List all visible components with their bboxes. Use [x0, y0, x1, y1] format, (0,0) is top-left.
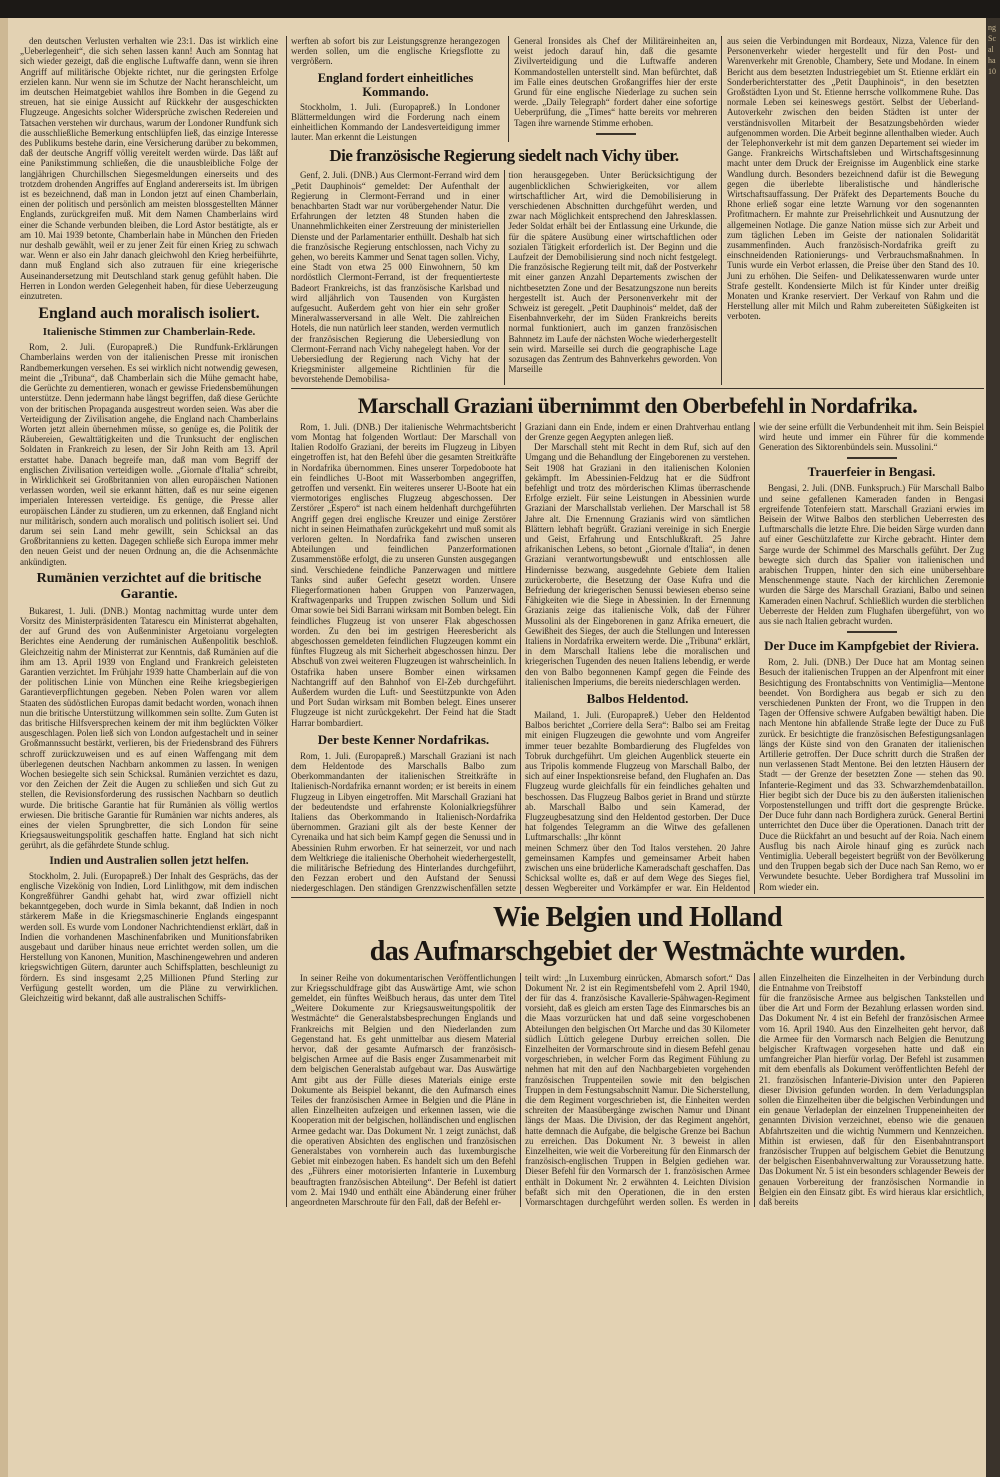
article-text: meinen Schmerz über den Tod Italos verstehen. 20 Jahre gemeinsamen Kampfes und gemeinsamer Arbeit haben zwischen uns eine brüderliche Kameradschaft geschaffen. Das Schicksal wollte es, daß er auf dem Wege des Sieges fiel, dessen Wegbereiter und Vorkämpfer er war. Ein Heldentod wie der seine erfüllt die Verbundenheit mit ihm. Sein Beispiel wird heute und immer ein Führer für die kommende Generation des Siktorenbündels sein. Mussolini.“ — [525, 421, 984, 894]
vichy-article-cont — [721, 36, 979, 385]
article-text: In seiner Reihe von dokumentarischen Veröffentlichungen zur Kriegsschuldfrage gibt das Auswärtige Amt, wie schon gemeldet, ein fünftes Weißbuch heraus, das unter dem Titel „Weitere Dokumente zur Kriegsausweitungspolitik der Westmächte“ die Generalstabsbesprechungen Englands und Frankreichs mit Belgien und den Niederlanden zum Gegenstand hat. Es geht unmittelbar aus diesem Material hervor, daß der gesamte Aufmarsch der französisch-belgischen Armee auf die Basis enger Zusammenarbeit mit dem belgischen Generalstab aufgebaut war. Das Auswärtige Amt gibt aus der Fülle dieses Materials einige erste Dokumente als Beispiel bekannt, die den Aufmarsch eines Teiles der französischen Armee in Belgien und die Pläne in allen Einzelheiten aufzeigen und erkennen lassen, wie die Kooperation mit der belgischen, holländischen und englischen Armee gedacht war. Das Dokument Nr. 1 zeigt zunächst, daß die operativen Absichten des englischen und französischen Generalstabes von vornherein auch das luxemburgische Gebiet mit einbezogen haben. Es handelt sich um den Befehl des „Führers einer motorisierten Infanterie in Luxemburg beauftragten französischen Abteilung“. Der Befehl ist datiert vom 2. Mai 1940 und enthält eine Abänderung einer früher angeordneten Marschroute für den Fall, daß der Befehl er- — [291, 972, 516, 1208]
article-text: Genf, 2. Juli. (DNB.) Aus Clermont-Ferrand wird dem „Petit Dauphinois“ gemeldet: Der Aufenthalt der Regierung in Clermont-Ferrand und in einer benachbarten Stadt war nur vorübergehender Natur. Die Erfahrungen der letzten 48 Stunden haben die Unannehmlichkeiten einer Zerstreuung der ministeriellen Dienste und der Parlamentarier enthüllt. Deshalb hat sich die französische Regierung entschlossen, nach Vichy zu gehen, wo bereits Kammer und Senat tagen sollen. Vichy, eine Stadt von etwa 25 000 Einwohnern, 50 km nordöstlich Clermont-Ferrand, ist der frequentierteste Badeort Frankreichs, ist das französische Karlsbad und wird alljährlich von Tausenden von Kurgästen aufgesucht. Außerdem geht von hier ein sehr großer Mineralwasserversand in alle Welt. Die zahlreichen Hotels, die nun natürlich leer standen, werden vermutlich der französischen Regierung die Uebersiedlung von Clermont-Ferrand nach Vichy nahegelegt haben. Vor der Uebersiedlung der Regierung nach Vichy hat der Kriegsminister allgemeine Richtlinien für die bevorstehende Demobilisa- — [291, 170, 500, 385]
kommando-column-2 — [508, 36, 717, 142]
article-text: Der Marschall steht mit Recht in dem Ruf, sich auf den Umgang und die Behandlung der Eingeborenen zu verstehen. Seit 1908 hat Graziani in den italienischen Kolonien gekämpft. Im Abessinien-Feldzug hat er die Südfront befehligt und trotz des mörderischen Klimas überraschende Erfolge erzielt. Für seine Leistungen in Abessinien wurde Graziani der Marschallstab verliehen. Der Marschall ist 58 Jahre alt. Die Ernennung Grazianis wird von sämtlichen Blättern lebhaft begrüßt. Graziani vereinige in sich Energie und Geist, Erfahrung und Entschlußkraft. 25 Jahre afrikanischen Lebens, so betont „Giornale d'Italia“, in denen Graziani verantwortungsbewußt und entschlossen alle Hindernisse bezwang, ausgedehnte Gebiete dem Italien zurückeroberte, die Besetzung der Oase Kufra und die Befriedung der kriegerischen Senussi bewiesen ebenso seine Fähigkeiten wie die Siege in Abessinien. In der Ernennung Grazianis zeige das italienische Volk, daß der Führer Mussolini als der Eingeborenen in ganz Afrika erneuert, die Gewißheit des Sieges, der auch die Stellungen und Interessen Italiens in Nordafrika erweitern werde. Die „Tribuna“ erklärt, in dem Marschall Italiens lebe die moralischen und kriegerischen Tugenden des neuen Italiens lebendig, er werde den von Balbo begonnenen Kampf gegen die Feinde des italienischen Imperiums, die bereits niederschlagen werden. — [525, 442, 750, 687]
headline-indien: Indien und Australien sollen jetzt helfen. — [49, 854, 249, 867]
article-text: Bengasi, 2. Juli. (DNB. Funkspruch.) Für Marschall Balbo und seine gefallenen Kameraden fanden in Bengasi ergreifende Totenfeiern statt. Marschall Graziani erwies im Beisein der Witwe Balbos den sterblichen Ueberresten des Luftmarschalls die letzte Ehre. Die beiden Särge wurden dann auf einer Geschützlafette zur Kirche gebracht. Hinter dem Sarge wurde der Schimmel des Marschalls geführt. Der Zug bewegte sich durch das Spalier von italienischen und arabischen Truppen, hinter den sich eine unübersehbare Menschenmenge staute. Nach der kirchlichen Zeremonie wurden die Särge des Marschall Graziani, Balbo und seinen Kameraden einen Nachruf. Schließlich wurden die sterblichen Ueberreste der Helden zum Flughafen übergeführt, von wo aus sie nach Italien gebracht wurden. — [759, 483, 984, 626]
article-continuation: werften ab sofort bis zur Leistungsgrenze herangezogen werden sollen, um die englische Kriegsflotte zu vergrößern. — [291, 36, 500, 67]
kommando-article — [291, 36, 717, 142]
article-text: Rom, 1. Juli. (Europapreß.) Marschall Graziani ist nach dem Heldentode des Marschalls Balbo zum Oberkommandanten der italienischen Streitkräfte in Italienisch-Nordafrika ernannt worden; er ist bereits in einem Flugzeug in Libyen eingetroffen. Mit Marschall Graziani hat der bedeutendste und erfahrenste Kolonialkriegsführer Italiens das Oberkommando in Italienisch-Nordafrika übernommen. Graziani gilt als der beste Kenner der Cyrenaika und hat sich beim Kampf gegen die Senussi und in Abessinien Ruhm erworben. Er hat seinerzeit, vor und nach dem Weltkriege die italienische Oberhoheit wiederhergestellt, die militärische Befriedung des Hinterlandes durchgeführt, den Fezzan erobert und den Aufstand der Senussi niedergeschlagen. Den ständigen Grenzzwischenfällen setzte Graziani dann ein Ende, indem er einen Drahtverhau entlang der Grenze gegen Aegypten anlegen ließ. — [291, 421, 750, 894]
article-text: Bukarest, 1. Juli. (DNB.) Montag nachmittag wurde unter dem Vorsitz des Ministerpräsidenten Tatarescu ein Ministerrat abgehalten, der auf Grund des von Außenminister Argetoianu vorgelegten Berichtes eine Aenderung der rumänischen Außenpolitik beschloß. Gleichzeitig nahm der Ministerrat zur Kenntnis, daß Rumänien auf die ihm am 13. April 1939 von England und Frankreich geleisteten Garantien verzichtet. Im Frühjahr 1939 hatte Chamberlain auf die von der politischen Linie von München eine Reihe kriegsbegierigen Garantieverpflichtungen gegeben. Neben Polen waren vor allem Staaten des südöstlichen Europas damit bedacht worden, wonach ihnen nun die britische Unterstützung willkommen sein sollte. Zum Guten ist das britische Hilfsversprechen keinem der mit ihm beglückten Völker ausgeschlagen. Polen ließ sich von London aufgestachelt und in seiner Großmannssucht bestärkt, verlieren, bis der Friedensbrand des Führers schroff zurückzuweisen und es auf einen Waffengang mit dem überlegenen deutschen Nachbarn ankommen zu lassen. In wenigen Wochen besiegelte sich sein Schicksal. Rumänien verzichtet es dazu, vor den Zeichen der Zeit die Augen zu schließen und sich Gut zu stellen, die Revisionsforderung des russischen Nachbarn so deutlich wurde. Die britische Garantie hat für Rumänien als völlig wertlos erwiesen. Die britische Garantie für Rumänien war nichts anderes, als eines der vielen Sprungbretter, die sich London für seine Kriegsausweitungspolitik geschaffen hatte. England hat sich nicht gerührt, als die gefährdete Stunde schlug. — [20, 605, 278, 851]
article-text: teilt wird: „In Luxemburg einrücken, Abmarsch sofort.“ Das Dokument Nr. 2 ist ein Regimentsbefehl vom 2. April 1940, der für das 4. französische Kavallerie-Spähwagen-Regiment vorsieht, daß es gleich am ersten Tage des Einmarsches bis an die Maas vorzurücken hat und daß seine vorgeschobenen Abteilungen den belgischen Ort Marche und das 30 Kilometer südlich Lüttich gelegene Durbuy erreichen sollen. Die Einzelheiten der Vormarschroute sind in diesem Befehl genau vorgeschrieben, in welcher Form das Regiment Fühlung zu nehmen hat mit den auf den Nachbargebieten vorgehenden französischen Truppenteilen sowie mit den belgischen Truppen in dem Festungsabschnitt Namur. Die Sicherstellung, die dem Regiment vorgeschrieben ist, die Einheiten werden schreiten der Maasübergänge zwischen Namur und Dinant längs der Maas. Die Division, der das Regiment angehört, hatte demnach die Aufgabe, die belgische Grenze bei Bachun zu erreichen. Das Dokument Nr. 3 beweist in allen Einzelheiten, wie weit die Vorbereitung für den Einmarsch der französisch-englischen Truppen in Belgien gediehen war. Dieser Befehl für den Vormarsch der 1. französischen Armee enthält in Dokument Nr. 2 erwähnten 4. Leichten Division befaßt sich mit den Operationen, die in den ersten Vormarschtagen durchgeführt werden sollen. Es werden in allen Einzelheiten die Einzelheiten in der Verbindung durch die Entnahme von Treibstoff — [525, 972, 984, 1208]
headline-bengasi: Trauerfeier in Bengasi. — [807, 464, 936, 480]
headline-england-isoliert: England auch moralisch isoliert. — [38, 305, 260, 323]
article-text: Rom, 2. Juli. (Europapreß.) Die Rundfunk-Erklärungen Chamberlains werden von der italienischen Presse mit ironischen Randbemerkungen versehen. Es sei wirklich nicht notwendig gewesen, meint die „Tribuna“, daß Chamberlain sich die Mühe gemacht habe, die Gerüchte zu dementieren, wonach er gewisse Friedensbemühungen unterstütze. Denn jedermann habe längst begriffen, daß diese Gerüchte von der britischen Propaganda ausgestreut worden seien. Was aber die Verteidigung der Zivilisation angehe, die England nach Chamberlains Worten jetzt allein übernehmen müsse, so genüge es, die Politik der Räubereien, Gewalttätigkeiten und die Trunksucht der englischen Soldaten in Frankreich zu lesen, der Sir John Reith am 13. April erstattet habe. Danach begreife man, daß man vom Begriff der englischen Zivilisation verteidigen wolle. „Giornale d'Italia“ schreibt, in Wirklichkeit sei Großbritannien von allen europäischen Nationen verlassen worden, weil sie erkannt hätten, daß es nur seine eigenen imperialen Interessen verteidige. Es genüge, die Presse aller europäischen Länder zu studieren, um zu erkennen, daß England nicht nur militärisch, sondern auch moralisch und politisch isoliert sei. Und darum sei sein Land mehr gewillt, sein Schicksal an das Großbritanniens zu ketten. Dagegen schließe sich Europa immer mehr den neuen Geist und der neuen Ordnung an, die die Achsenmächte ankündigten. — [20, 342, 278, 567]
headline-rumaenien: Rumänien verzichtet auf die britische Garantie. — [36, 570, 262, 602]
article-text: aus seien die Verbindungen mit Bordeaux, Nizza, Valence für den Personenverkehr wieder hergestellt und für den Post- und Warenverkehr mit Grenoble, Chambery, Sete und Modane. In einem Bericht aus dem besetzten Industriegebiet um St. Etienne erklärt ein Sonderberichterstatter des „Petit Dauphinois“, in den besetzten Großstädten Lyon und St. Etienne herrsche vollkommene Ruhe. Das normale Leben sei keineswegs gestört. Selbst der Ueberland-Autoverkehr zwischen den beiden Städten ist unter der verständnisvollen Mitarbeit der Besatzungsbehörden wieder aufgenommen worden. Die Arbeit beginne allenthalben wieder. Auch der Telephonverkehr ist mit dem ganzen Departement sei wieder im Gange. Frankreichs Wirtschaftsleben und Wirtschaftsgesinnung macht unter dem Druck der Ereignisse im Augenblick eine starke Wandlung durch. Besonders bezeichnend dafür ist die Bewegung gegen die überlebte liberalistische und händlerische Wirtschaftsauffassung. Der Präfekt des Departements Bouche du Rhone erließ sogar eine letzte Warnung vor den sogenannten Profitmachern. Er mahnte zur Preisehrlichkeit und Ausnutzung der allgemeinen Notlage. Die ganze Nation müsse sich zur Arbeit und zum täglichen Leben im Geiste der nationalen Solidarität zusammenfinden. Auch französisch-Nordafrika greift zu einschneidenden Rationierungs- und Verbrauchsmaßnahmen. In Tunis wurde ein Verbot erlassen, die Preise über den Stand des 10. Juni zu erhöhen. Die Seifen- und Delikatessenwaren wurde unter Strafe gestellt. Kondensierte Milch ist für Kinder unter dreißig Monaten und Kranke reserviert. Der Verkauf von Rahm und die Herstellung aller mit Milch und Rahm zubereiteten Süßigkeiten ist verboten. — [727, 36, 979, 322]
article-text: General Ironsides als Chef der Militäreinheiten an, weist jedoch darauf hin, daß die gesamte Zivilverteidigung und die Luftwaffe anderen Kommandostellen unterstellt sind. Man befürchtet, daß im Falle eines deutschen Großangriffes hier der erste Grund für eine englische Niederlage zu suchen sein werde. „Daily Telegraph“ fordert daher eine sofortige Ueberprüfung, die „Times“ hatte bereits vor mehreren Tagen ihre warnende Stimme erhoben. — [514, 36, 717, 128]
headline-belgien-line1: Wie Belgien und Holland — [492, 901, 783, 933]
scan-top-border — [0, 0, 1000, 18]
article-text: Stockholm, 2. Juli. (Europapreß.) Der Inhalt des Gesprächs, das der englische Vizekönig von Indien, Lord Linlithgow, mit dem indischen Kongreßführer Gandhi gehabt hat, wird zwar offiziell nicht bekanntgegeben, doch wurde in Simla bekannt, daß Indien in noch stärkerem Maße in die Kriegsmaschinerie Englands eingespannt werden soll. Es wurde vom Londoner Nachrichtendienst erklärt, daß in Indien die vorhandenen Maschinenfabriken und Munitionsfabriken ausgebaut und darüber hinaus neue errichtet werden sollen, um die Herstellung von Kanonen, Munition, Maschinengewehren und anderen kriegswichtigen Gütern, darunter auch Schiffsplatten, beschleunigt zu fördern. Es sind insgesamt 2,25 Millionen Pfund Sterling zur Verfügung gestellt worden, um die Pläne zu verwirklichen. Gleichzeitig wird bekannt, daß alle australischen Schiffs- — [20, 870, 278, 1004]
headline-belgien-line2: das Aufmarschgebiet der Westmächte wurden. — [369, 935, 906, 967]
belgien-article — [291, 973, 984, 1208]
separator — [596, 133, 636, 135]
separator — [847, 631, 897, 633]
graziani-article — [291, 422, 984, 894]
headline-kommando: England fordert einheitliches Kommando. — [317, 70, 474, 99]
separator — [847, 457, 897, 459]
article-text: tion herausgegeben. Unter Berücksichtigung der augenblicklichen Schwierigkeiten, vor allem wirtschaftlicher Art, wird die Demobilisierung in verschiedenen Abschnitten durchgeführt werden, und zwar nach Möglichkeit entsprechend den Jahresklassen. Jeder Soldat erhält bei der Entlassung eine Urkunde, die für die spätere Ausübung einer wirtschaftlichen oder sozialen Tätigkeit erforderlich ist. Der Beginn und die Laufzeit der Demobilisierung sind noch nicht festgelegt. Die französische Regierung teilt mit, daß der Postverkehr mit einer ganzen Anzahl Departements zwischen der nichtbesetzten Zone und der Besatzungszone nun bereits hergestellt ist. Auch der Personenverkehr mit der Schweiz ist geregelt. „Petit Dauphinois“ meldet, daß der Eisenbahnverkehr, der im Süden Frankreichs bereits normal funktioniert, auch im ganzen französischen Bahnnetz im Laufe der nächsten Woche wiederhergestellt sein wird. Marseille sei durch die geographische Lage sozusagen das Zentrum des Bahnverkehrs geworden. Von Marseille — [508, 170, 717, 375]
section-rule — [291, 388, 984, 389]
subheadline-chamberlain: Italienische Stimmen zur Chamberlain-Rede. — [42, 326, 256, 339]
headline-graziani: Marschall Graziani übernimmt den Oberbefehl in Nordafrika. — [357, 392, 918, 418]
headline-duce: Der Duce im Kampfgebiet der Riviera. — [764, 638, 979, 654]
main-columns — [286, 36, 984, 1207]
article-text: Mailand, 1. Juli. (Europapreß.) Ueber den Heldentod Balbos berichtet „Corriere della Sera“: Balbo sei am Freitag mit einigen Flugzeugen die gewohnte und vom Angreifer immer teuer bezahlte Bombardierung des Flugfeldes von Tobruk durchgeführt. Um gleichen Augenblick steuerte ein aus Tripolis kommende Flugzeug von Marschall Balbo, der sich auf einer Inspektionsreise befand, den Flughafen an. Das Flugzeug wurde gleichfalls für ein feindliches gehalten und beschossen. Das Flugzeug Balbos geriet in Brand und stürzte ab. Marschall Balbo und sein Kamerad, der Flugzeugbesatzung sind den Heldentod gestorben. Der Duce hat folgendes Telegramm an die Witwe des gefallenen Luftmarschalls: „Ihr könnt — [525, 709, 750, 843]
top-left — [291, 36, 721, 385]
top-section — [291, 36, 984, 385]
article-text: für die französische Armee aus belgischen Tankstellen und über die Art und Form der Bezahlung erlassen worden sind. Das Dokument Nr. 4 ist ein Befehl der französischen Armee vom 16. April 1940. Aus den Einzelheiten geht hervor, daß die Armee für den Vormarsch nach Belgien die Benutzung belgischer Kraftwagen vorgesehen hatte und daß ein umfangreicher Plan hierfür vorlag. Der Befehl ist zusammen mit dem ebenfalls als Dokument veröffentlichten Befehl der 21. französischen Infanterie-Division unter den Papieren dieser Division gefunden worden. In dem Verladungsplan sollen die Einzelheiten über die belgischen Verbindungen und ein genaue Verladeplan der einzelnen Truppeneinheiten der genannten Division verzeichnet, ebenso wie die genauen Abfahrtszeiten und die wichtig Nummern und Kennzeichen. Mithin ist erwiesen, daß für den Eisenbahntransport französischer Truppen auf belgischem Gebiet die Benutzung der belgischen Eisenbahnverwaltung zur Voraussetzung hatte. Das Dokument Nr. 5 ist ein besonders schlagender Beweis der genauen Vorbereitung der französischen Normandie in Belgien ein den Einsatz gibt. Es wird hieraus klar ersichtlich, daß bereits — [759, 993, 984, 1208]
article-text: Rom, 1. Juli. (DNB.) Der italienische Wehrmachtsbericht vom Montag hat folgenden Wortlaut: Der Marschall von Italien Rodolfo Graziani, der bereits im Flugzeug in Libyen eingetroffen ist, hat den Befehl über die gesamten Streitkräfte in Nordafrika übernommen. Eines unserer Torpedoboote hat ein feindliches U-Boot mit Wasserbomben angegriffen, getroffen und versenkt. Ein weiteres unserer U-Boote hat ein viermotoriges englisches Flugzeug abgeschossen. Der Zerstörer „Espero“ ist nach einem heldenhaft durchgeführten Angriff gegen drei englische Kreuzer und einige Zerstörer nicht in seinen Heimathafen zurückgekehrt und muß somit als verloren gelten. In Nordafrika fand zwischen unseren Abteilungen und feindlichen Panzerformationen Zusammenstöße erfolgt, die zu unseren Gunsten ausgegangen sind. Verschiedene feindliche Panzerwagen und mittlere Tanks sind außer Gefecht gesetzt worden. Unsere Fliegerformationen haben Gruppen von Panzerwagen, Kraftwagenparks und Truppen zwischen Sollum und Sidi Omar sowie bei Sidi Barrani wirksam mit Bomben belegt. Ein feindliches Flugzeug ist von unserer Flak abgeschossen worden. Zu den bei im gestrigen Heeresbericht als abgeschossen gemeldeten feindlichen Flugzeugen kommt ein fünftes Flugzeug als mit Sicherheit abgeschossen hinzu. Der Abschuß von zwei weiteren Flugzeugen ist wahrscheinlich. In Ostafrika haben unsere Bomber einen wirksamen Nachtangriff auf den Bahnhof von El-Zeb durchgeführt. Außerdem wurden die Luft- und Seestützpunkte von Aden und Port Sudan wirksam mit Bomben belegt. Eines unserer Flugzeuge ist nicht zurückgekehrt. Der Feind hat die Stadt Harrar bombardiert. — [291, 421, 516, 728]
article-text: Rom, 2. Juli. (DNB.) Der Duce hat am Montag seinen Besuch der italienischen Truppen an der Alpenfront mit einer Besichtigung des Frontabschnitts von Ventimiglia—Mentone beendet. Von Bordighera aus begab er sich zu den verschiedenen Punkten der Front, wo die Truppen in den Tagen der Offensive schwere Aufgaben bewältigt haben. Die nach Mentone hin abfallende Straße legte der Duce zu Fuß zurück. Er besichtigte die französischen Befestigungsanlagen längs der Küste sind von den Granaten der italienischen Artillerie getroffen. Der Duce schritt durch die Straßen der nun verlassenen Stadt Mentone. Bei den letzten Häusern der Stadt — der Grenze der besetzten Zone — stehen das 90. Infanterie-Regiment und das 33. Schwarzhemdenbataillon. Hier begibt sich der Duce bis zu den äußersten italienischen Vorpostenstellungen und trifft dort die gesprengte Brücke. Der Duce fuhr dann nach Bordighera zurück. General Bertini unterrichtet den Duce über die Operationen. Danach tritt der Duce die Rückfahrt an und besucht auf der Roia. Nach einem Ausflug bis nach Airole hinauf ging es zurück nach Ventimiglia. Ueberall begeistert begrüßt von der Bevölkerung und den Truppen begab sich der Duce nach San Remo, wo er Verwundete besuchte. Ueber Bordighera traf Mussolini im Rom wieder ein. — [759, 657, 984, 892]
article-text: Stockholm, 1. Juli. (Europapreß.) In Londoner Blättermeldungen wird die Forderung nach einem einheitlichen Kommando der Landesverteidigung immer lauter. Man erkennt die Leistungen — [291, 101, 500, 143]
headline-balbo: Balbos Heldentod. — [586, 690, 689, 706]
page-left-margin — [0, 18, 8, 1477]
section-rule — [291, 897, 984, 898]
headline-vichy: Die französische Regierung siedelt nach Vichy über. — [329, 146, 679, 166]
article-continuation: den deutschen Verlusten verhalten wie 23:1. Das ist wirklich eine „Ueberlegenheit“, die sich sehen lassen kann! Auch am Sonntag hat sich wieder gezeigt, daß die englische Luftwaffe dann, wenn sie ihren Angriff auf militärische Objekte richtet, nur die geringsten Erfolge erzielen kann. Nur wenn sie im Schutze der Nacht heranschleicht, um im deutschen Heimatgebiet wahllos ihre Bomben in die Gegend zu streuen, hat sie einige Aussicht auf Rückkehr der ausgeschickten Flugzeuge. Angesichts solcher Widersprüche zwischen Redereien und Tatsachen verstehen wir durchaus, warum der Londoner Rundfunk sich die ausschließliche Bemerkung entschlüpfen ließ, das einzige Interesse des Publikums bestehe darin, eine Versicherung darüber zu bekommen, daß der deutsche Angriff völlig vereitelt werden würde. Das läßt auf eine Panikstimmung schließen, die die unausbleibliche Folge der langjährigen Churchillschen Siegesmeldungen einerseits und des trotzdem drohenden Angriffes auf England andererseits ist. Im übrigen ist es bezeichnend, daß man in London jetzt auf einen Chamberlain, einen der politisch und persönlich am meisten blossgestellten Männer Englands, zurückgreifen muß. Mit dem Namen Chamberlains wird einer die Schande verbunden bleiben, die Lord Astor bestätigte, als er am 10. Mai 1939 betonte, Chamberlain habe in München den Frieden nur deshalb gewählt, weil er zu jener Zeit für einen Krieg zu schwach war. Wenn er also ein Jahr danach gleichwohl den Krieg herbeiführte, dann muß England sich also zutrauen für eine kriegerische Auseinandersetzung mit Deutschland stark genug gefühlt haben. Die Herren in London werden Gelegenheit haben, für diese Ueberzeugung einzutreten. — [20, 36, 278, 302]
vichy-article — [291, 170, 717, 384]
kommando-column-1 — [291, 36, 500, 142]
headline-kenner: Der beste Kenner Nordafrikas. — [317, 731, 490, 747]
adjacent-page-text: ng Sc al ha 10 — [988, 23, 996, 76]
adjacent-page-edge — [986, 18, 1000, 1477]
column-1 — [20, 36, 278, 1003]
